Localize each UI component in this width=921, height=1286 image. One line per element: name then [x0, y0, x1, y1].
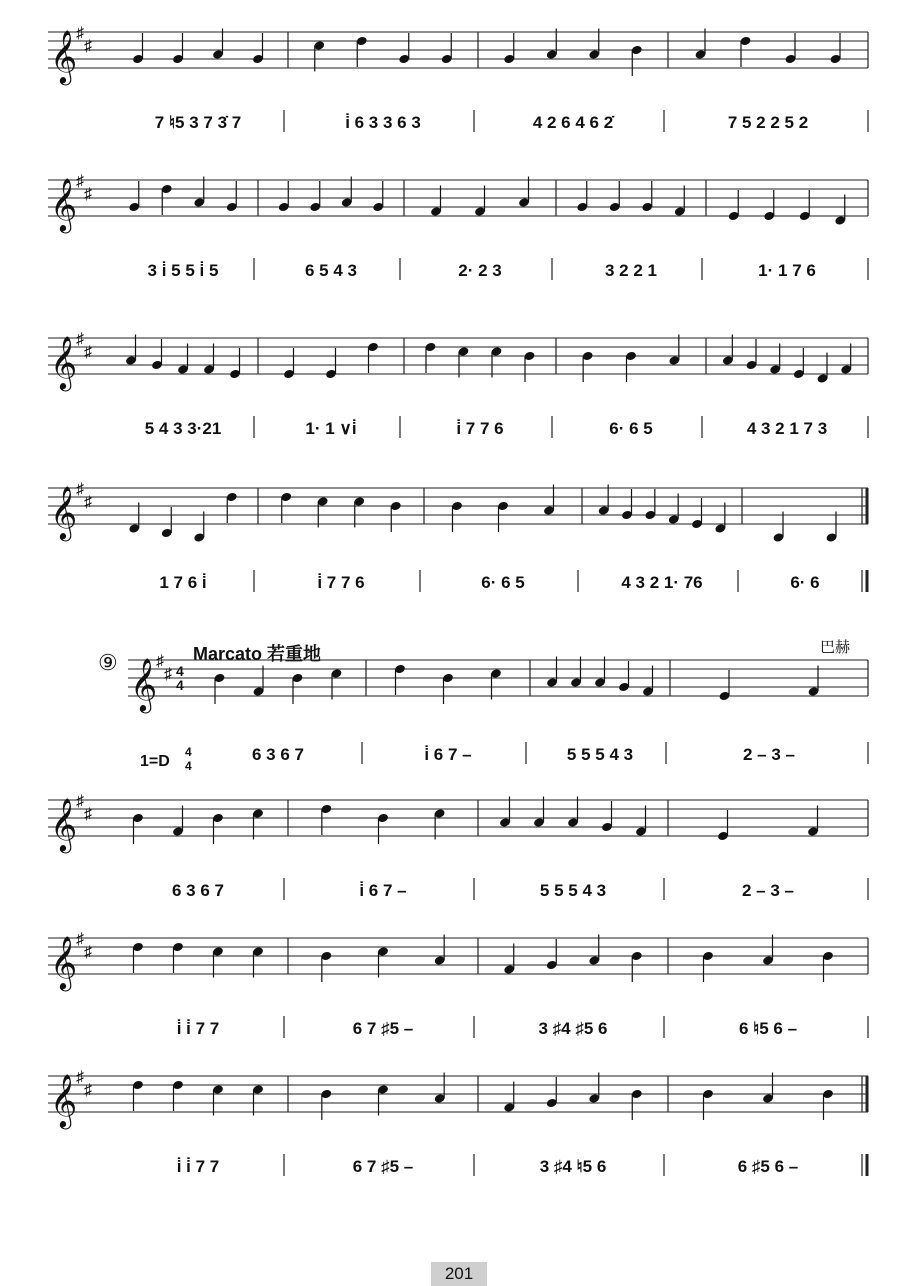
two-sharps-icon: ♯: [76, 931, 84, 948]
jianpu-measure: 1· 1 7 6: [758, 261, 816, 280]
jianpu-measure: i̇ 6 7 –: [424, 745, 472, 764]
treble-clef-icon: 𝄞: [50, 178, 78, 230]
two-sharps-icon: ♯: [76, 173, 84, 190]
jianpu-measure: 4 3 2 1· 76: [621, 573, 703, 592]
two-sharps-icon: ♯: [156, 653, 164, 670]
jianpu-measure: i̇ i̇ 7 7: [176, 1157, 220, 1176]
jianpu-measure: 4 3 2 1 7 3: [746, 419, 828, 438]
two-sharps-icon: ♯: [84, 186, 92, 203]
time-signature-top: 4: [176, 663, 184, 679]
music-systems: [48, 25, 868, 1176]
jianpu-measure: i̇ 6 7 –: [359, 881, 407, 900]
treble-clef-icon: 𝄞: [50, 486, 78, 538]
jianpu-measure: 3 ♯4 ♮5 6: [539, 1157, 607, 1176]
jianpu-measure: 6 7 ♯5 –: [352, 1157, 414, 1176]
jianpu-measure: 2· 2 3: [458, 261, 502, 280]
jianpu-measure: i̇ 6 3 3 6 3: [345, 113, 421, 132]
jianpu-measure: 6· 6 5: [609, 419, 653, 438]
jianpu-measure: 5 5 5 4 3: [539, 881, 607, 900]
treble-clef-icon: 𝄞: [50, 936, 78, 988]
jianpu-measure: 6 7 ♯5 –: [352, 1019, 414, 1038]
jianpu-measure: 5 4 3 3·21: [144, 419, 222, 438]
treble-clef-icon: 𝄞: [50, 798, 78, 850]
jianpu-measure: 6 3 6 7: [252, 745, 304, 764]
treble-clef-icon: 𝄞: [130, 658, 158, 710]
two-sharps-icon: ♯: [164, 666, 172, 683]
jianpu-measure: 6 3 6 7: [172, 881, 224, 900]
two-sharps-icon: ♯: [84, 344, 92, 361]
treble-clef-icon: 𝄞: [50, 1074, 78, 1126]
page-number: 201: [444, 1264, 474, 1283]
two-sharps-icon: ♯: [84, 806, 92, 823]
tempo-marking: Marcato 若重地: [193, 644, 322, 664]
treble-clef-icon: 𝄞: [50, 336, 78, 388]
two-sharps-icon: ♯: [84, 1082, 92, 1099]
two-sharps-icon: ♯: [76, 331, 84, 348]
jianpu-measure: 3 2 2 1: [605, 261, 657, 280]
jianpu-measure: 6· 6: [790, 573, 820, 592]
jianpu-measure: 1 7 6 i̇: [159, 573, 207, 592]
jianpu-measure: 5 5 5 4 3: [566, 745, 634, 764]
jianpu-measure: 4 2 6 4 6 2̇: [532, 113, 614, 132]
two-sharps-icon: ♯: [76, 793, 84, 810]
two-sharps-icon: ♯: [76, 25, 84, 42]
composer: 巴赫: [820, 639, 851, 656]
jianpu-measure: 6 5 4 3: [305, 261, 357, 280]
two-sharps-icon: ♯: [76, 1069, 84, 1086]
two-sharps-icon: ♯: [84, 494, 92, 511]
jianpu-measure: i̇ i̇ 7 7: [176, 1019, 220, 1038]
time-signature-bottom: 4: [176, 677, 184, 693]
two-sharps-icon: ♯: [84, 38, 92, 55]
jianpu-measure: 6 ♯5 6 –: [737, 1157, 799, 1176]
meter-top: 4: [185, 745, 192, 759]
jianpu-measure: 1· 1 ∨i̇: [305, 419, 357, 438]
jianpu-measure: 2 – 3 –: [743, 745, 795, 764]
jianpu-measure: 2 – 3 –: [742, 881, 794, 900]
jianpu-measure: i̇ 7 7 6: [317, 573, 365, 592]
jianpu-measure: 6 ♮5 6 –: [738, 1019, 798, 1038]
meter-bottom: 4: [185, 759, 192, 773]
jianpu-measure: 6· 6 5: [481, 573, 525, 592]
jianpu-measure: 7 5 2 2 5 2: [727, 113, 809, 132]
jianpu-measure: 3 ♯4 ♯5 6: [538, 1019, 608, 1038]
key-label: 1=D: [140, 753, 170, 770]
piece-number: ⑨: [98, 650, 118, 675]
jianpu-measure: 7 ♮5 3 7 3̇ 7: [154, 113, 242, 132]
two-sharps-icon: ♯: [76, 481, 84, 498]
treble-clef-icon: 𝄞: [50, 30, 78, 82]
jianpu-measure: i̇ 7 7 6: [456, 419, 504, 438]
two-sharps-icon: ♯: [84, 944, 92, 961]
jianpu-measure: 3 i̇ 5 5 i̇ 5: [147, 261, 219, 280]
